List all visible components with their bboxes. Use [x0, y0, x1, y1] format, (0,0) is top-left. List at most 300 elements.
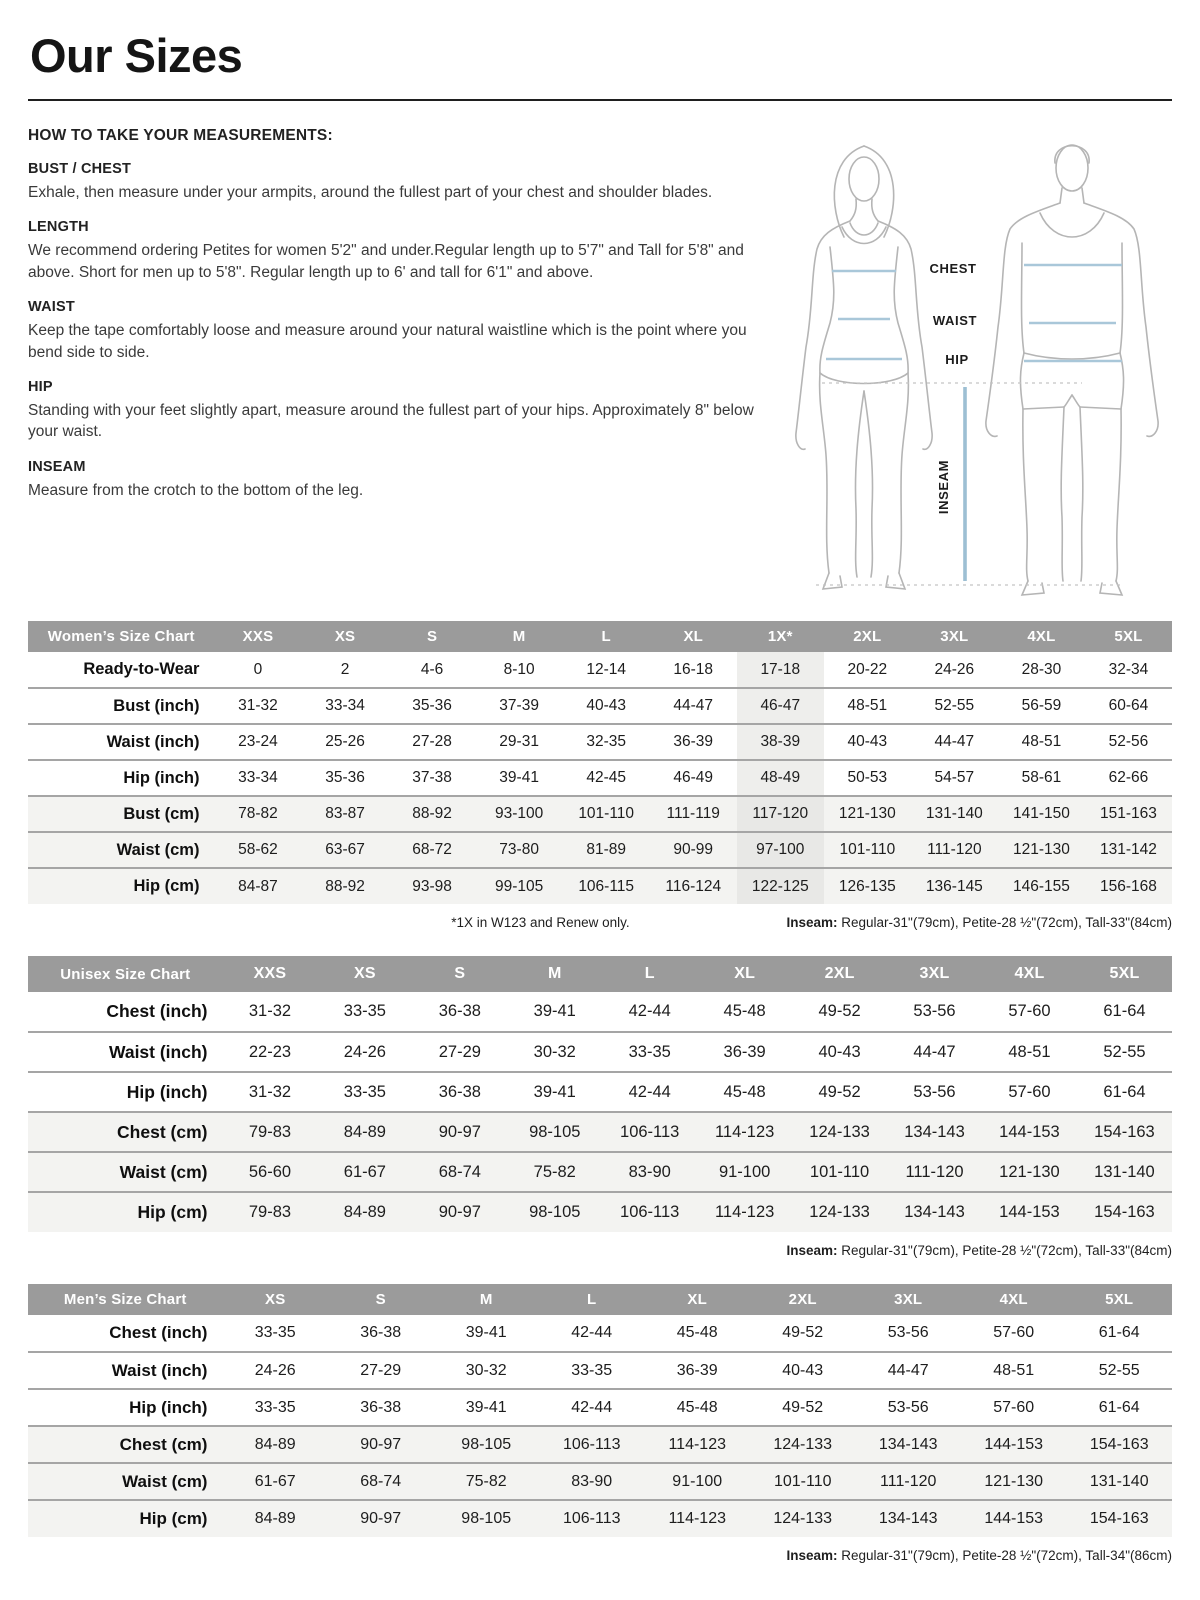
size-value-cell: 53-56: [887, 1072, 982, 1112]
size-value-cell: 84-89: [222, 1426, 328, 1463]
instruction-section-hip: [28, 379, 764, 443]
size-value-cell: 0: [253, 660, 263, 678]
size-value-cell: 44-47: [650, 688, 737, 724]
size-value-cell: 16-18: [673, 660, 714, 678]
size-value-cell: 124-133: [792, 1112, 887, 1152]
size-value-cell: 53-56: [855, 1389, 961, 1426]
inseam-note-label: Inseam:: [786, 1243, 838, 1258]
inseam-note-text: Regular-31"(79cm), Petite-28 ½"(72cm), Tall-33"(84cm): [837, 915, 1172, 930]
column-header-3xl: 3XL: [855, 1284, 961, 1315]
size-value-cell: 56-60: [222, 1152, 317, 1192]
size-value-cell: 57-60: [982, 1072, 1077, 1112]
row-label: Waist (cm): [28, 1152, 222, 1192]
size-value-cell: 131-142: [1085, 832, 1172, 868]
size-value-cell: 48-51: [998, 724, 1085, 760]
size-value-cell: 131-140: [1066, 1463, 1172, 1500]
column-header-5xl: 5XL: [1066, 1284, 1172, 1315]
title-divider: [28, 99, 1172, 101]
womens-size-chart: [28, 621, 1172, 932]
size-value-cell: 36-38: [438, 1002, 481, 1020]
size-value-cell: 28-30: [1021, 660, 1062, 678]
table-row-bust-inch-: [28, 688, 1172, 724]
table-row-waist-cm-: [28, 1463, 1172, 1500]
size-value-cell: 97-100: [737, 832, 824, 868]
column-header-m: M: [507, 956, 602, 992]
size-value-cell: 154-163: [1077, 1192, 1172, 1232]
column-header-s: S: [328, 1284, 434, 1315]
size-value-cell: 36-39: [650, 724, 737, 760]
column-header-xl: XL: [697, 956, 792, 992]
size-value-cell: 141-150: [998, 796, 1085, 832]
size-value-cell: 36-38: [360, 1324, 402, 1341]
size-value-cell: 90-97: [412, 1112, 507, 1152]
size-value-cell: 68-72: [389, 832, 476, 868]
section-body: Measure from the crotch to the bottom of the leg.: [28, 481, 364, 499]
row-label: Hip (inch): [28, 1072, 222, 1112]
size-value-cell: 114-123: [697, 1112, 792, 1152]
size-value-cell: 52-55: [911, 688, 998, 724]
size-value-cell: 17-18: [737, 652, 824, 688]
table-row-hip-inch-: [28, 760, 1172, 796]
size-value-cell: 91-100: [644, 1463, 750, 1500]
inseam-label: INSEAM: [936, 459, 951, 515]
size-value-cell: 134-143: [855, 1500, 961, 1537]
column-header-4xl: 4XL: [998, 621, 1085, 652]
column-header-xxs: XXS: [214, 621, 301, 652]
size-value-cell: 49-52: [792, 1072, 887, 1112]
row-label: Waist (inch): [28, 1352, 222, 1389]
size-value-cell: 106-113: [539, 1500, 645, 1537]
size-value-cell: 101-110: [824, 832, 911, 868]
size-chart-header-row: [28, 1284, 1172, 1315]
size-value-cell: 84-89: [317, 1192, 412, 1232]
measurement-diagram: [772, 125, 1172, 599]
size-value-cell: 93-98: [389, 868, 476, 904]
size-value-cell: 32-34: [1108, 660, 1149, 678]
size-value-cell: 134-143: [887, 1112, 982, 1152]
size-value-cell: 101-110: [792, 1152, 887, 1192]
table-title: Men’s Size Chart: [28, 1284, 222, 1315]
size-value-cell: 68-74: [328, 1463, 434, 1500]
size-value-cell: 111-120: [887, 1152, 982, 1192]
size-value-cell: 75-82: [507, 1152, 602, 1192]
size-value-cell: 122-125: [737, 868, 824, 904]
size-value-cell: 52-55: [1066, 1352, 1172, 1389]
womens-size-chart-table: [28, 621, 1172, 904]
size-value-cell: 121-130: [961, 1463, 1067, 1500]
row-label: Waist (cm): [28, 1463, 222, 1500]
size-value-cell: 88-92: [389, 796, 476, 832]
size-value-cell: 126-135: [824, 868, 911, 904]
mens-size-chart-table: [28, 1284, 1172, 1537]
size-value-cell: 156-168: [1085, 868, 1172, 904]
row-label: Waist (inch): [28, 1032, 222, 1072]
size-value-cell: 36-39: [697, 1032, 792, 1072]
size-value-cell: 33-35: [317, 1072, 412, 1112]
table-row-chest-inch-: [28, 1315, 1172, 1352]
row-label: Chest (inch): [106, 1001, 208, 1021]
section-body: We recommend ordering Petites for women 5'2" and under.Regular length up to 5'7" and Tall for 5'8" and above. Short for men up to 5'8". Regular length up to 6' and tall for 6'1" and above.: [28, 242, 744, 281]
size-value-cell: 144-153: [982, 1112, 1077, 1152]
size-value-cell: 114-123: [644, 1426, 750, 1463]
size-value-cell: 36-39: [644, 1352, 750, 1389]
size-chart-header-row: [28, 621, 1172, 652]
column-header-4xl: 4XL: [961, 1284, 1067, 1315]
size-value-cell: 45-48: [676, 1324, 718, 1341]
size-value-cell: 90-99: [650, 832, 737, 868]
size-value-cell: 56-59: [998, 688, 1085, 724]
size-value-cell: 23-24: [214, 724, 301, 760]
size-value-cell: 84-89: [317, 1112, 412, 1152]
size-value-cell: 39-41: [533, 1002, 576, 1020]
size-value-cell: 37-39: [476, 688, 563, 724]
table-row-hip-inch-: [28, 1389, 1172, 1426]
size-value-cell: 121-130: [824, 796, 911, 832]
size-value-cell: 48-49: [737, 760, 824, 796]
size-value-cell: 124-133: [792, 1192, 887, 1232]
size-value-cell: 61-64: [1103, 1002, 1146, 1020]
size-value-cell: 40-43: [563, 688, 650, 724]
size-value-cell: 98-105: [507, 1192, 602, 1232]
size-value-cell: 29-31: [476, 724, 563, 760]
table-row-waist-inch-: [28, 1032, 1172, 1072]
size-value-cell: 73-80: [476, 832, 563, 868]
size-value-cell: 35-36: [389, 688, 476, 724]
unisex-size-chart: [28, 956, 1172, 1260]
row-label: Chest (inch): [109, 1323, 208, 1342]
size-value-cell: 60-64: [1085, 688, 1172, 724]
row-label: Hip (cm): [28, 868, 214, 904]
size-value-cell: 90-97: [328, 1426, 434, 1463]
size-value-cell: 144-153: [982, 1192, 1077, 1232]
table-row-waist-cm-: [28, 832, 1172, 868]
size-value-cell: 32-35: [563, 724, 650, 760]
column-header-2xl: 2XL: [824, 621, 911, 652]
size-value-cell: 111-120: [855, 1463, 961, 1500]
unisex-size-chart-table: [28, 956, 1172, 1232]
size-value-cell: 61-67: [317, 1152, 412, 1192]
size-value-cell: 134-143: [855, 1426, 961, 1463]
row-label: Hip (inch): [28, 760, 214, 796]
table-row-chest-inch-: [28, 992, 1172, 1032]
size-value-cell: 98-105: [433, 1426, 539, 1463]
table-row-hip-cm-: [28, 868, 1172, 904]
column-header-1x: 1X*: [737, 621, 824, 652]
size-value-cell: 39-41: [507, 1072, 602, 1112]
size-value-cell: 46-49: [650, 760, 737, 796]
instruction-section-inseam: [28, 459, 764, 501]
column-header-m: M: [433, 1284, 539, 1315]
row-label: Hip (inch): [28, 1389, 222, 1426]
size-value-cell: 101-110: [563, 796, 650, 832]
size-value-cell: 24-26: [317, 1032, 412, 1072]
size-value-cell: 90-97: [412, 1192, 507, 1232]
unisex-chart-footnotes: [28, 1243, 1172, 1260]
table-row-bust-cm-: [28, 796, 1172, 832]
size-value-cell: 154-163: [1066, 1426, 1172, 1463]
column-header-5xl: 5XL: [1085, 621, 1172, 652]
size-value-cell: 37-38: [389, 760, 476, 796]
size-value-cell: 31-32: [248, 1002, 292, 1020]
size-value-cell: 52-56: [1085, 724, 1172, 760]
table-row-hip-inch-: [28, 1072, 1172, 1112]
column-header-l: L: [602, 956, 697, 992]
size-value-cell: 78-82: [214, 796, 301, 832]
size-value-cell: 33-34: [302, 688, 389, 724]
size-value-cell: 42-44: [628, 1002, 671, 1020]
footnote-inseam-note: [786, 1548, 1172, 1565]
size-value-cell: 45-48: [644, 1389, 750, 1426]
size-value-cell: 83-87: [302, 796, 389, 832]
size-value-cell: 114-123: [644, 1500, 750, 1537]
size-value-cell: 30-32: [507, 1032, 602, 1072]
table-row-waist-inch-: [28, 724, 1172, 760]
size-value-cell: 106-115: [563, 868, 650, 904]
size-value-cell: 33-35: [222, 1389, 328, 1426]
size-value-cell: 98-105: [507, 1112, 602, 1152]
female-figure-icon: [796, 146, 932, 589]
table-row-chest-cm-: [28, 1426, 1172, 1463]
size-value-cell: 151-163: [1085, 796, 1172, 832]
size-value-cell: 45-48: [697, 1072, 792, 1112]
size-value-cell: 81-89: [563, 832, 650, 868]
inseam-note-text: Regular-31"(79cm), Petite-28 ½"(72cm), Tall-33"(84cm): [837, 1243, 1172, 1258]
table-row-hip-cm-: [28, 1192, 1172, 1232]
size-value-cell: 42-44: [539, 1389, 645, 1426]
size-value-cell: 12-14: [586, 660, 626, 678]
size-value-cell: 62-66: [1085, 760, 1172, 796]
size-value-cell: 111-120: [911, 832, 998, 868]
size-value-cell: 2: [340, 660, 350, 678]
size-value-cell: 111-119: [650, 796, 737, 832]
size-value-cell: 40-43: [792, 1032, 887, 1072]
row-label: Hip (cm): [28, 1192, 222, 1232]
size-value-cell: 44-47: [855, 1352, 961, 1389]
column-header-xl: XL: [644, 1284, 750, 1315]
table-row-chest-cm-: [28, 1112, 1172, 1152]
size-value-cell: 117-120: [737, 796, 824, 832]
size-value-cell: 121-130: [998, 832, 1085, 868]
size-value-cell: 136-145: [911, 868, 998, 904]
section-title: INSEAM: [28, 458, 86, 475]
chest-label: CHEST: [929, 261, 977, 276]
column-header-m: M: [476, 621, 563, 652]
size-value-cell: 42-44: [602, 1072, 697, 1112]
size-value-cell: 4-6: [420, 660, 444, 678]
inseam-note-label: Inseam:: [786, 915, 838, 930]
size-value-cell: 25-26: [302, 724, 389, 760]
row-label: Waist (inch): [28, 724, 214, 760]
size-value-cell: 63-67: [302, 832, 389, 868]
size-value-cell: 22-23: [222, 1032, 317, 1072]
size-value-cell: 38-39: [737, 724, 824, 760]
size-value-cell: 134-143: [887, 1192, 982, 1232]
size-value-cell: 49-52: [818, 1002, 861, 1020]
size-value-cell: 36-38: [412, 1072, 507, 1112]
size-value-cell: 131-140: [1077, 1152, 1172, 1192]
size-value-cell: 75-82: [433, 1463, 539, 1500]
size-value-cell: 84-89: [222, 1500, 328, 1537]
size-value-cell: 144-153: [961, 1426, 1067, 1463]
size-value-cell: 33-35: [343, 1002, 386, 1020]
size-value-cell: 124-133: [750, 1500, 856, 1537]
column-header-xxs: XXS: [222, 956, 317, 992]
size-value-cell: 42-45: [563, 760, 650, 796]
size-value-cell: 54-57: [911, 760, 998, 796]
column-header-xs: XS: [317, 956, 412, 992]
size-value-cell: 33-35: [539, 1352, 645, 1389]
instruction-section-bust-chest: [28, 161, 764, 203]
size-value-cell: 91-100: [697, 1152, 792, 1192]
size-value-cell: 33-34: [214, 760, 301, 796]
section-title: BUST / CHEST: [28, 161, 132, 177]
size-value-cell: 24-26: [222, 1352, 328, 1389]
row-label: Ready-to-Wear: [83, 660, 200, 678]
waist-label: WAIST: [932, 313, 978, 328]
row-label: Chest (cm): [28, 1426, 222, 1463]
measurement-guide: [28, 125, 1172, 599]
size-value-cell: 83-90: [539, 1463, 645, 1500]
table-row-waist-inch-: [28, 1352, 1172, 1389]
footnote-inseam-note: [786, 1243, 1172, 1260]
size-value-cell: 30-32: [433, 1352, 539, 1389]
size-value-cell: 83-90: [602, 1152, 697, 1192]
column-header-2xl: 2XL: [750, 1284, 856, 1315]
footnote-inseam-note: [786, 915, 1172, 932]
size-value-cell: 31-32: [214, 688, 301, 724]
size-value-cell: 35-36: [302, 760, 389, 796]
column-header-l: L: [539, 1284, 645, 1315]
row-label: Waist (cm): [28, 832, 214, 868]
column-header-2xl: 2XL: [792, 956, 887, 992]
table-title: Women’s Size Chart: [28, 621, 214, 652]
instructions-column: [28, 125, 764, 599]
size-value-cell: 116-124: [650, 868, 737, 904]
size-value-cell: 88-92: [302, 868, 389, 904]
section-body: Standing with your feet slightly apart, measure around the fullest part of your hips. Approximately 8" below your waist.: [28, 401, 754, 441]
size-value-cell: 61-64: [1066, 1389, 1172, 1426]
mens-size-chart: [28, 1284, 1172, 1565]
reference-dashed-lines: [816, 383, 1124, 585]
size-value-cell: 46-47: [737, 688, 824, 724]
size-value-cell: 48-51: [961, 1352, 1067, 1389]
size-value-cell: 33-35: [602, 1032, 697, 1072]
size-value-cell: 48-51: [982, 1032, 1077, 1072]
size-value-cell: 49-52: [782, 1324, 824, 1341]
size-value-cell: 154-163: [1066, 1500, 1172, 1537]
size-value-cell: 79-83: [222, 1192, 317, 1232]
size-value-cell: 39-41: [476, 760, 563, 796]
section-title: HIP: [28, 378, 53, 395]
size-value-cell: 44-47: [911, 724, 998, 760]
size-value-cell: 99-105: [476, 868, 563, 904]
footnote-1x-note: *1X in W123 and Renew only.: [451, 915, 630, 930]
size-value-cell: 58-61: [998, 760, 1085, 796]
row-label: Chest (cm): [28, 1112, 222, 1152]
size-value-cell: 57-60: [1008, 1002, 1051, 1020]
size-value-cell: 33-35: [254, 1324, 296, 1341]
size-value-cell: 8-10: [503, 660, 535, 678]
size-value-cell: 31-32: [222, 1072, 317, 1112]
inseam-note-text: Regular-31"(79cm), Petite-28 ½"(72cm), Tall-34"(86cm): [837, 1548, 1172, 1563]
column-header-3xl: 3XL: [887, 956, 982, 992]
size-value-cell: 114-123: [697, 1192, 792, 1232]
section-body: Exhale, then measure under your armpits, around the fullest part of your chest and shoulder blades.: [28, 184, 713, 201]
size-value-cell: 106-113: [602, 1192, 697, 1232]
section-title: WAIST: [28, 299, 75, 316]
size-value-cell: 61-64: [1077, 1072, 1172, 1112]
size-chart-header-row: [28, 956, 1172, 992]
row-label: Bust (inch): [28, 688, 214, 724]
size-value-cell: 57-60: [961, 1389, 1067, 1426]
page-title: Our Sizes: [30, 29, 243, 82]
instruction-section-waist: [28, 299, 764, 363]
size-value-cell: 40-43: [824, 724, 911, 760]
size-value-cell: 146-155: [998, 868, 1085, 904]
size-value-cell: 49-52: [750, 1389, 856, 1426]
size-value-cell: 84-87: [214, 868, 301, 904]
size-value-cell: 79-83: [222, 1112, 317, 1152]
size-value-cell: 93-100: [476, 796, 563, 832]
column-header-xs: XS: [302, 621, 389, 652]
male-figure-icon: [986, 145, 1158, 595]
size-value-cell: 39-41: [465, 1324, 507, 1341]
row-label: Hip (cm): [28, 1500, 222, 1537]
size-value-cell: 53-56: [887, 1324, 929, 1341]
inseam-note-label: Inseam:: [786, 1548, 838, 1563]
column-header-xl: XL: [650, 621, 737, 652]
size-value-cell: 121-130: [982, 1152, 1077, 1192]
body-measurement-figure-icon: [772, 125, 1172, 599]
size-value-cell: 53-56: [913, 1002, 956, 1020]
size-value-cell: 27-29: [328, 1352, 434, 1389]
column-header-3xl: 3XL: [911, 621, 998, 652]
size-value-cell: 124-133: [750, 1426, 856, 1463]
column-header-s: S: [389, 621, 476, 652]
size-value-cell: 50-53: [824, 760, 911, 796]
size-value-cell: 131-140: [911, 796, 998, 832]
instruction-section-length: [28, 219, 764, 283]
size-value-cell: 101-110: [750, 1463, 856, 1500]
size-value-cell: 27-29: [412, 1032, 507, 1072]
size-value-cell: 58-62: [214, 832, 301, 868]
size-value-cell: 39-41: [433, 1389, 539, 1426]
instructions-heading: HOW TO TAKE YOUR MEASUREMENTS:: [28, 127, 333, 144]
womens-chart-footnotes: [28, 915, 1172, 932]
size-value-cell: 52-55: [1077, 1032, 1172, 1072]
column-header-4xl: 4XL: [982, 956, 1077, 992]
size-value-cell: 98-105: [433, 1500, 539, 1537]
size-value-cell: 48-51: [824, 688, 911, 724]
section-body: Keep the tape comfortably loose and measure around your natural waistline which is the point where you bend side to side.: [28, 322, 747, 361]
size-value-cell: 61-67: [222, 1463, 328, 1500]
size-value-cell: 106-113: [539, 1426, 645, 1463]
table-title: Unisex Size Chart: [28, 956, 222, 992]
column-header-s: S: [412, 956, 507, 992]
size-value-cell: 57-60: [993, 1324, 1035, 1341]
column-header-5xl: 5XL: [1077, 956, 1172, 992]
hip-label: HIP: [945, 352, 969, 367]
column-header-xs: XS: [222, 1284, 328, 1315]
size-value-cell: 90-97: [328, 1500, 434, 1537]
size-value-cell: 106-113: [602, 1112, 697, 1152]
size-value-cell: 61-64: [1098, 1324, 1140, 1341]
table-row-waist-cm-: [28, 1152, 1172, 1192]
size-value-cell: 42-44: [571, 1324, 613, 1341]
column-header-l: L: [563, 621, 650, 652]
size-value-cell: 36-38: [328, 1389, 434, 1426]
row-label: Bust (cm): [28, 796, 214, 832]
